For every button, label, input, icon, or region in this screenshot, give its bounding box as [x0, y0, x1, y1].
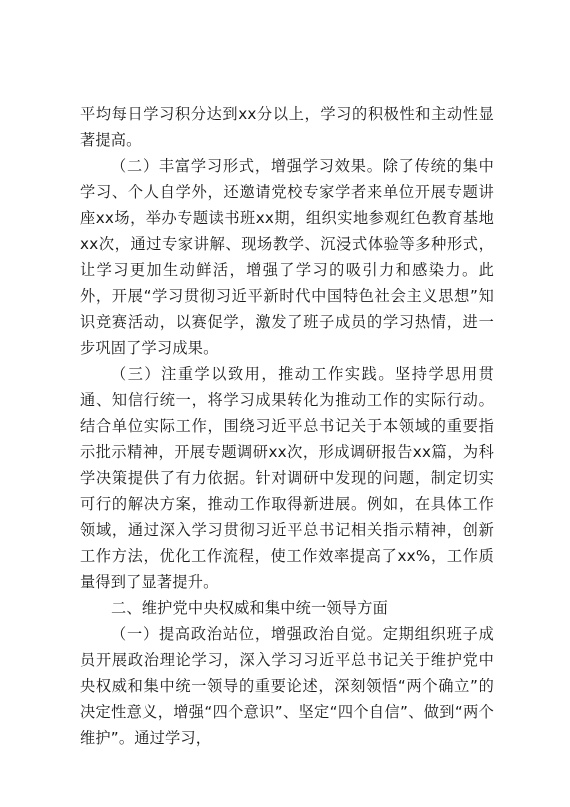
document-page: [80, 101, 494, 751]
section-heading: 二、维护党中央权威和集中统一领导方面: [111, 599, 388, 617]
paragraph-enrich-learning: （二）丰富学习形式，增强学习效果。除了传统的集中学习、个人自学外，还邀请党校专家学者来单位开展专题讲座xx场，举办专题读书班xx期，组织实地参观红色教育基地xx次，通过专家讲解、现场教学、沉浸式体验等多种形式，让学习更加生动鲜活，增强了学习的吸引力和感染力。此外，开展“学习贯彻习近平新时代中国特色社会主义思想”知识竞赛活动，以赛促学，激发了班子成员的学习热情，进一步巩固了学习成果。: [80, 157, 494, 357]
paragraph-political-awareness: （一）提高政治站位，增强政治自觉。定期组织班子成员开展政治理论学习，深入学习习近平总书记关于维护党中央权威和集中统一领导的重要论述，深刻领悟“两个确立”的决定性意义，增强“四个意识”、坚定“四个自信”、做到“两个维护”。通过学习，: [80, 625, 494, 747]
paragraph-continuation: 平均每日学习积分达到xx分以上，学习的积极性和主动性显著提高。: [80, 105, 494, 149]
paragraph-apply-learning: （三）注重学以致用，推动工作实践。坚持学思用贯通、知信行统一，将学习成果转化为推动工作的实际行动。结合单位实际工作，围绕习近平总书记关于本领域的重要指示批示精神，开展专题调研xx次，形成调研报告xx篇，为科学决策提供了有力依据。针对调研中发现的问题，制定切实可行的解决方案，推动工作取得新进展。例如，在具体工作领域，通过深入学习贯彻习近平总书记相关指示精神，创新工作方法，优化工作流程，使工作效率提高了xx%，工作质量得到了显著提升。: [80, 365, 494, 591]
